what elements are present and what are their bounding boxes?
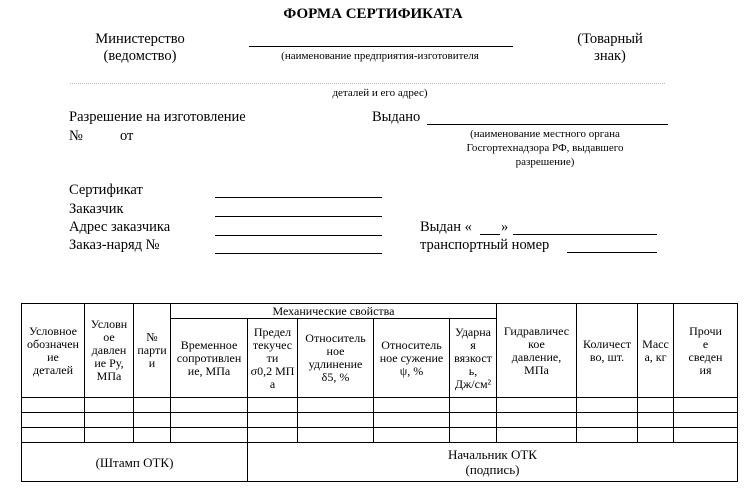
header-pressure: Условн ое давлен ие Ру, МПа: [85, 304, 134, 398]
issued-date-suffix: »: [501, 219, 509, 235]
table-row: [22, 428, 738, 443]
header-elongation: Относитель ное удлинение δ5, %: [298, 319, 374, 398]
signature-caption: (подпись): [465, 462, 520, 477]
trademark-line2: знак): [594, 48, 626, 64]
header-designation: Условное обозначен ие деталей: [22, 304, 85, 398]
certificate-field[interactable]: [215, 197, 382, 198]
issued-date-prefix: Выдан «: [420, 219, 472, 235]
issued-date-field[interactable]: [513, 234, 657, 235]
customer-address-label: Адрес заказчика: [69, 219, 171, 235]
table-row: [22, 398, 738, 413]
transport-number-label: транспортный номер: [420, 237, 550, 253]
ministry-label: [85, 31, 195, 65]
manufacturer-underline: [249, 46, 513, 47]
table-row: [22, 413, 738, 428]
issued-caption: [420, 127, 670, 169]
issued-underline: [427, 124, 668, 125]
permit-label: Разрешение на изготовление: [69, 109, 246, 125]
issued-date-day-field[interactable]: [480, 234, 500, 235]
ministry-line1: Министерство: [95, 31, 185, 47]
customer-field[interactable]: [215, 216, 382, 217]
header-mechanical-group: Механические свойства: [171, 304, 497, 319]
customer-label: Заказчик: [69, 201, 124, 217]
manufacturer-caption-2: деталей и его адрес): [332, 87, 428, 99]
header-quantity: Количест во, шт.: [577, 304, 638, 398]
permit-number-label: №: [69, 128, 83, 144]
issued-caption-1: (наименование местного органа: [470, 128, 620, 140]
otk-signature-cell: [248, 443, 738, 482]
stamp-cell: (Штамп ОТК): [22, 443, 248, 482]
header-batch: № парти и: [134, 304, 171, 398]
otk-head-label: Начальник ОТК: [448, 447, 537, 462]
issued-caption-3: разрешение): [515, 156, 575, 168]
manufacturer-dotted-line: [70, 83, 665, 84]
trademark-label: [560, 31, 660, 65]
header-other: Прочи е сведен ия: [674, 304, 738, 398]
form-title: ФОРМА СЕРТИФИКАТА: [283, 6, 463, 22]
work-order-field[interactable]: [215, 253, 382, 254]
properties-table: [21, 303, 738, 482]
permit-from-label: от: [120, 128, 134, 144]
header-mass: Масс а, кг: [638, 304, 674, 398]
work-order-label: Заказ-наряд №: [69, 237, 160, 253]
header-strength: Временное сопротивлен ие, МПа: [171, 319, 248, 398]
issued-label: Выдано: [372, 109, 421, 125]
header-yield: Предел текучес ти σ0,2 МП а: [248, 319, 298, 398]
issued-caption-2: Госгортехнадзора РФ, выдавшего: [466, 142, 624, 154]
header-impact: Ударна я вязкост ь, Дж/см²: [450, 319, 497, 398]
customer-address-field[interactable]: [215, 235, 382, 236]
trademark-line1: (Товарный: [577, 31, 643, 47]
transport-number-field[interactable]: [567, 252, 657, 253]
header-hydraulic: Гидравличес кое давление, МПа: [497, 304, 577, 398]
manufacturer-caption-1: (наименование предприятия-изготовителя: [281, 50, 479, 62]
ministry-line2: (ведомство): [103, 48, 177, 64]
header-contraction: Относитель ное сужение ψ, %: [374, 319, 450, 398]
certificate-label: Сертификат: [69, 182, 143, 198]
